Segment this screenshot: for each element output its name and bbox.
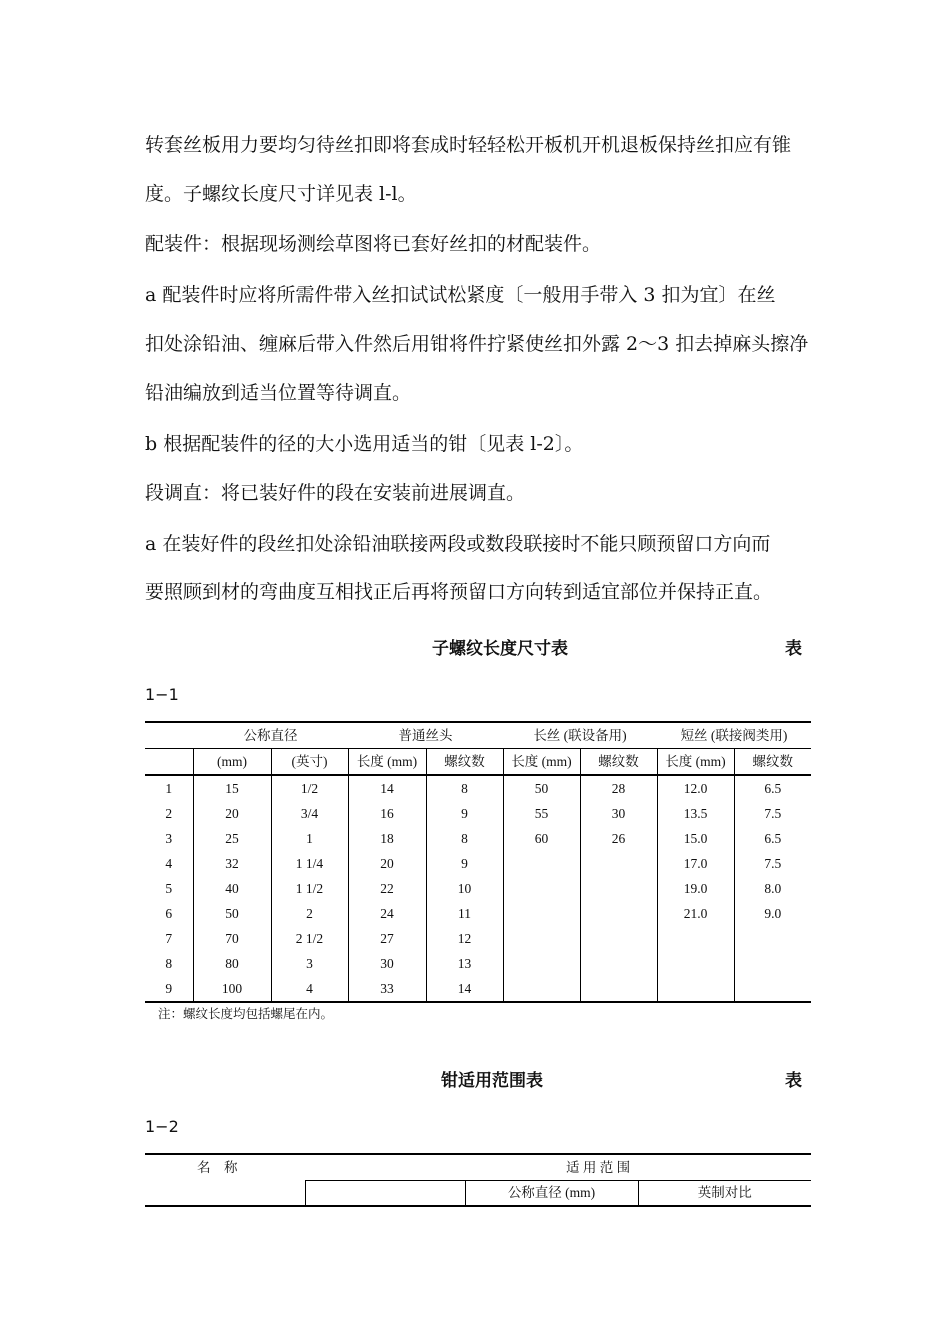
table-header-row [145,1154,811,1180]
header-cell [305,1180,465,1206]
table-sub-header-row [145,749,811,776]
table-row [145,951,811,976]
table-cell: 30 [348,951,426,976]
table-row [145,775,811,801]
table-row [145,926,811,951]
header-cell: 长度 (mm) [503,749,580,776]
header-nominal-diameter: 公称直径 [243,728,298,743]
table-cell: 12 [426,926,503,951]
table-cell [503,901,580,926]
paragraph-line: 转套丝板用力要均匀待丝扣即将套成时轻轻松开板机开机退板保持丝扣应有锥 [145,134,792,156]
table-cell: 18 [348,826,426,851]
paragraph-line: 铅油编放到适当位置等待调直。 [145,382,412,404]
table-cell: 10 [426,876,503,901]
table-cell: 20 [348,851,426,876]
paragraph-line: 配装件：根据现场测绘草图将已套好丝扣的材配装件。 [145,233,602,255]
row-index-cell: 5 [165,881,173,896]
header-cell: 螺纹数 [734,749,811,776]
table2-number: 1−2 [145,1117,179,1136]
table-cell [657,951,734,976]
table-cell [734,926,811,951]
table-cell [580,876,657,901]
row-index-cell: 9 [165,981,173,996]
table1-caption-suffix: 表 [785,639,802,659]
header-cell: (mm) [193,749,271,776]
header-applicable-range: 适 用 范 围 [305,1154,811,1180]
table-cell: 32 [193,851,271,876]
table-cell: 2 [271,901,348,926]
table-cell: 6.5 [734,775,811,801]
header-short-thread: 短丝 (联接阀类用) [680,728,788,743]
header-cell: 长度 (mm) [348,749,426,776]
table-cell: 1 1/4 [271,851,348,876]
header-cell [145,1180,305,1206]
table-cell: 7.5 [734,801,811,826]
table-header-row [145,1180,811,1206]
thread-length-table [145,721,811,1003]
table-cell: 40 [193,876,271,901]
table-cell [503,976,580,1002]
table-cell [734,976,811,1002]
table-cell: 1 1/2 [271,876,348,901]
table-cell [580,976,657,1002]
table-cell: 1/2 [271,775,348,801]
table-cell [657,926,734,951]
table-cell: 33 [348,976,426,1002]
header-cell [145,722,193,749]
table-cell: 20 [193,801,271,826]
table2-caption: 钳适用范围表 [441,1071,543,1091]
table-cell: 24 [348,901,426,926]
table-cell [734,951,811,976]
row-index-cell: 2 [165,806,173,821]
paragraph-line: 段调直：将已装好件的段在安装前进展调直。 [145,482,526,504]
row-index-cell: 1 [165,781,173,796]
paragraph-line: b 根据配装件的径的大小选用适当的钳〔见表 l-2〕。 [145,433,584,455]
table-cell: 17.0 [657,851,734,876]
table-cell [657,976,734,1002]
table-cell: 19.0 [657,876,734,901]
wrench-range-table [145,1153,811,1207]
table-group-header-row [145,722,811,749]
table-cell [503,951,580,976]
table-cell: 8 [426,775,503,801]
table-row [145,976,811,1002]
paragraph-line: 要照顾到材的弯曲度互相找正后再将预留口方向转到适宜部位并保持正直。 [145,581,773,603]
header-name: 名 称 [197,1160,238,1175]
table-cell: 80 [193,951,271,976]
table-cell: 6.5 [734,826,811,851]
table1-note: 注：螺纹长度均包括螺尾在内。 [158,1006,334,1021]
paragraph-line: 扣处涂铅油、缠麻后带入件然后用钳将件拧紧使丝扣外露 2～3 扣去掉麻头擦净 [145,333,809,355]
table-cell: 9 [426,851,503,876]
table-cell: 70 [193,926,271,951]
table-cell: 14 [426,976,503,1002]
table-row [145,801,811,826]
header-imperial-comparison: 英制对比 [638,1180,811,1206]
row-index-cell: 6 [165,906,173,921]
table-cell: 2 1/2 [271,926,348,951]
row-index-cell: 8 [165,956,173,971]
table-cell: 30 [580,801,657,826]
table-row [145,826,811,851]
table-cell: 60 [503,826,580,851]
table-cell: 1 [271,826,348,851]
table-cell: 25 [193,826,271,851]
table-cell: 4 [271,976,348,1002]
table2-caption-suffix: 表 [785,1071,802,1091]
row-index-cell: 7 [165,931,173,946]
table-cell: 21.0 [657,901,734,926]
table-cell [503,926,580,951]
header-cell: 螺纹数 [426,749,503,776]
table-cell [580,951,657,976]
table-cell: 27 [348,926,426,951]
table1-number: 1−1 [145,685,179,704]
table-cell: 15 [193,775,271,801]
table-cell: 12.0 [657,775,734,801]
row-index-cell: 3 [165,831,173,846]
header-cell: 长度 (mm) [657,749,734,776]
table-row [145,901,811,926]
table-cell: 55 [503,801,580,826]
table-cell: 13 [426,951,503,976]
header-nominal-diameter: 公称直径 (mm) [465,1180,638,1206]
table-cell: 13.5 [657,801,734,826]
table-cell: 50 [193,901,271,926]
table-cell: 9 [426,801,503,826]
table-cell: 26 [580,826,657,851]
table-cell: 16 [348,801,426,826]
table-cell: 8 [426,826,503,851]
table-cell [580,851,657,876]
table-cell: 7.5 [734,851,811,876]
table-cell: 50 [503,775,580,801]
table-cell: 3/4 [271,801,348,826]
table-cell: 8.0 [734,876,811,901]
table-body [145,775,811,1002]
table1-caption: 子螺纹长度尺寸表 [432,639,568,659]
table-cell [503,851,580,876]
table-cell [503,876,580,901]
table-cell: 3 [271,951,348,976]
header-cell [145,749,193,776]
table-cell: 11 [426,901,503,926]
table-cell: 22 [348,876,426,901]
table-cell: 28 [580,775,657,801]
header-cell: (英寸) [271,749,348,776]
header-cell: 螺纹数 [580,749,657,776]
table-cell [580,901,657,926]
table-cell: 100 [193,976,271,1002]
table-row [145,851,811,876]
table-cell: 9.0 [734,901,811,926]
header-long-thread: 长丝 (联设备用) [533,728,627,743]
header-ordinary-thread: 普通丝头 [398,728,453,743]
table-cell: 14 [348,775,426,801]
paragraph-line: 度。子螺纹长度尺寸详见表 l-l。 [145,183,417,205]
paragraph-line: a 配装件时应将所需件带入丝扣试试松紧度〔一般用手带入 3 扣为宜〕在丝 [145,284,776,306]
table-cell [580,926,657,951]
table-row [145,876,811,901]
table-cell: 15.0 [657,826,734,851]
paragraph-line: a 在装好件的段丝扣处涂铅油联接两段或数段联接时不能只顾预留口方向而 [145,533,771,555]
row-index-cell: 4 [165,856,173,871]
